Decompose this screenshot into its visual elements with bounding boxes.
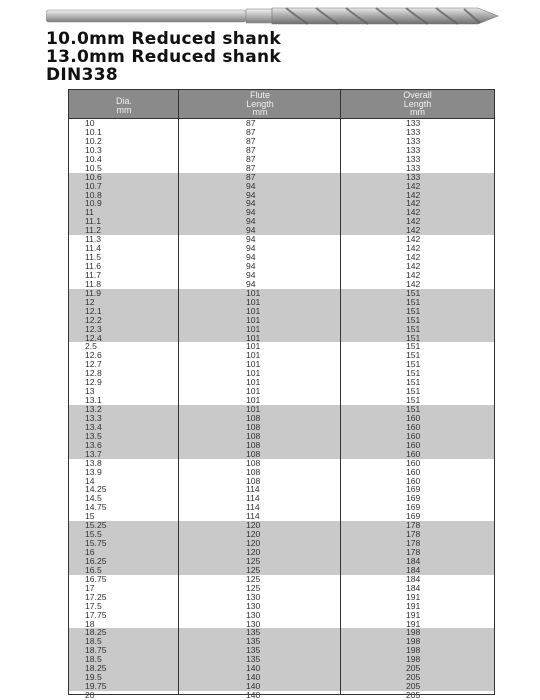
overall-length-cell: 160 (406, 466, 421, 477)
table-row (69, 468, 494, 477)
diameter-cell: 15.75 (85, 538, 107, 549)
diameter-cell: 16.5 (85, 564, 102, 575)
table-row (69, 137, 494, 146)
table-row (69, 477, 494, 486)
table-row (69, 503, 494, 512)
overall-length-cell: 151 (406, 350, 421, 361)
overall-length-cell: 142 (406, 278, 421, 289)
diameter-cell: 13.5 (85, 430, 102, 441)
diameter-cell: 10.4 (85, 153, 102, 164)
flute-length-cell: 130 (246, 609, 261, 620)
table-row (69, 637, 494, 646)
table-row (69, 432, 494, 441)
diameter-cell: 11.2 (85, 225, 102, 236)
flute-length-cell: 94 (246, 180, 256, 191)
table-row (69, 396, 494, 405)
flute-length-cell: 101 (246, 305, 261, 316)
flute-length-cell: 94 (246, 261, 256, 271)
flute-length-cell: 101 (246, 377, 261, 388)
diameter-cell: 10.9 (85, 198, 102, 209)
flute-length-cell: 108 (246, 421, 261, 432)
flute-length-cell: 101 (246, 404, 261, 414)
flute-length-cell: 120 (246, 538, 261, 549)
diameter-cell: 16.25 (85, 555, 107, 566)
table-row (69, 620, 494, 629)
table-row (69, 334, 494, 343)
diameter-cell: 15.5 (85, 529, 102, 540)
flute-length-cell: 114 (246, 511, 260, 522)
table-row (69, 253, 494, 262)
table-row (69, 387, 494, 396)
overall-length-cell: 169 (406, 511, 421, 522)
table-row (69, 182, 494, 191)
overall-length-cell: 160 (406, 448, 421, 459)
overall-length-cell: 198 (406, 636, 421, 647)
diameter-cell: 13.4 (85, 421, 102, 432)
table-row (69, 664, 494, 673)
flute-length-cell: 87 (246, 171, 256, 182)
overall-length-cell: 151 (406, 377, 421, 388)
overall-length-cell: 191 (406, 600, 421, 611)
table-row (69, 539, 494, 548)
flute-length-cell: 140 (246, 663, 261, 674)
flute-length-cell: 108 (246, 475, 261, 486)
diameter-cell: 20 (85, 690, 95, 700)
table-row (69, 316, 494, 325)
flute-length-cell: 125 (246, 582, 261, 593)
diameter-cell: 11.8 (85, 278, 102, 289)
overall-length-cell: 169 (406, 502, 421, 513)
flute-length-cell: 101 (246, 314, 261, 325)
flute-length-cell: 114 (246, 493, 260, 504)
table-row (69, 441, 494, 450)
table-row (69, 673, 494, 682)
table-row (69, 146, 494, 155)
overall-length-cell: 151 (406, 314, 421, 325)
overall-length-cell: 151 (406, 287, 421, 298)
diameter-cell: 12.9 (85, 377, 102, 388)
flute-length-cell: 125 (246, 564, 261, 575)
flute-length-cell: 135 (246, 627, 261, 638)
flute-length-cell: 108 (246, 466, 261, 477)
overall-length-cell: 160 (406, 421, 421, 432)
overall-length-cell: 142 (406, 216, 421, 227)
overall-length-cell: 151 (406, 368, 421, 379)
diameter-cell: 11.9 (85, 287, 102, 298)
overall-length-cell: 142 (406, 225, 421, 236)
table-row (69, 226, 494, 235)
flute-length-cell: 87 (246, 118, 256, 128)
table-body (69, 119, 494, 700)
diameter-cell: 11.1 (85, 216, 102, 227)
flute-length-cell: 94 (246, 189, 256, 200)
overall-length-cell: 142 (406, 180, 421, 191)
overall-length-cell: 184 (406, 582, 421, 593)
table-row (69, 191, 494, 200)
diameter-cell: 13.1 (85, 395, 102, 406)
diameter-cell: 12.8 (85, 368, 102, 379)
diameter-cell: 11 (85, 207, 94, 218)
overall-length-cell: 205 (406, 672, 421, 683)
flute-length-cell: 94 (246, 198, 256, 209)
flute-length-cell: 87 (246, 126, 256, 137)
overall-length-cell: 198 (406, 645, 421, 656)
overall-length-cell: 178 (406, 520, 421, 531)
flute-length-cell: 101 (246, 359, 261, 370)
diameter-cell: 16 (85, 547, 95, 557)
header-diameter: Dia. mm (115, 96, 132, 115)
overall-length-cell: 151 (406, 359, 421, 370)
table-row (69, 584, 494, 593)
overall-length-cell: 191 (406, 618, 421, 629)
table-row (69, 423, 494, 432)
flute-length-cell: 101 (246, 323, 261, 334)
overall-length-cell: 169 (406, 484, 421, 495)
diameter-cell: 10.6 (85, 171, 102, 182)
flute-length-cell: 94 (246, 234, 256, 245)
overall-length-cell: 133 (406, 126, 421, 137)
flute-length-cell: 94 (246, 243, 256, 254)
table-row (69, 289, 494, 298)
flute-length-cell: 94 (246, 216, 256, 227)
diameter-cell: 11.7 (85, 269, 102, 280)
overall-length-cell: 151 (406, 386, 421, 397)
diameter-cell: 12 (85, 296, 95, 307)
diameter-cell: 10.5 (85, 162, 102, 173)
flute-length-cell: 108 (246, 430, 261, 441)
diameter-cell: 10.2 (85, 135, 102, 146)
overall-length-cell: 151 (406, 404, 421, 414)
overall-length-cell: 142 (406, 189, 421, 200)
overall-length-cell: 178 (406, 547, 421, 557)
diameter-cell: 14.25 (85, 484, 107, 495)
overall-length-cell: 198 (406, 654, 421, 665)
overall-length-cell: 133 (406, 153, 421, 164)
diameter-cell: 2.5 (85, 341, 97, 352)
title-line-3: DIN338 (46, 65, 118, 85)
diameter-cell: 10 (85, 118, 95, 128)
flute-length-cell: 108 (246, 457, 261, 468)
flute-length-cell: 101 (246, 296, 261, 307)
flute-length-cell: 135 (246, 645, 261, 656)
overall-length-cell: 133 (406, 171, 421, 182)
diameter-cell: 19.75 (85, 681, 107, 692)
flute-length-cell: 87 (246, 135, 256, 146)
flute-length-cell: 125 (246, 573, 261, 584)
diameter-cell: 13.6 (85, 439, 102, 450)
dimension-table (68, 89, 495, 700)
table-row (69, 655, 494, 664)
overall-length-cell: 151 (406, 323, 421, 334)
table-row (69, 566, 494, 575)
table-row (69, 155, 494, 164)
diameter-cell: 12.3 (85, 323, 102, 334)
flute-length-cell: 87 (246, 162, 256, 173)
flute-length-cell: 94 (246, 269, 256, 280)
diameter-cell: 13.7 (85, 448, 102, 459)
overall-length-cell: 191 (406, 591, 421, 602)
column-divider (340, 90, 341, 694)
overall-length-cell: 178 (406, 529, 421, 540)
flute-length-cell: 101 (246, 287, 261, 298)
diameter-cell: 18.75 (85, 645, 107, 656)
diameter-cell: 10.8 (85, 189, 102, 200)
table-row (69, 628, 494, 637)
overall-length-cell: 178 (406, 538, 421, 549)
flute-length-cell: 130 (246, 600, 261, 611)
table-row (69, 119, 494, 128)
table-row (69, 262, 494, 271)
overall-length-cell: 160 (406, 439, 421, 450)
diameter-cell: 18.5 (85, 654, 102, 665)
overall-length-cell: 142 (406, 243, 421, 254)
flute-length-cell: 94 (246, 207, 256, 218)
overall-length-cell: 151 (406, 305, 421, 316)
diameter-cell: 13.3 (85, 412, 102, 423)
flute-length-cell: 94 (246, 278, 256, 289)
overall-length-cell: 184 (406, 573, 421, 584)
table-row (69, 494, 494, 503)
overall-length-cell: 133 (406, 144, 421, 155)
table-row (69, 298, 494, 307)
diameter-cell: 14.5 (85, 493, 102, 504)
diameter-cell: 14.75 (85, 502, 107, 513)
title-block (46, 30, 506, 84)
table-row (69, 369, 494, 378)
title-line-1: 10.0mm Reduced shank (46, 29, 281, 49)
table-row (69, 414, 494, 423)
diameter-cell: 13.8 (85, 457, 102, 468)
flute-length-cell: 87 (246, 144, 256, 155)
diameter-cell: 12.7 (85, 359, 102, 370)
diameter-cell: 12.2 (85, 314, 102, 325)
overall-length-cell: 133 (406, 135, 421, 146)
overall-length-cell: 142 (406, 269, 421, 280)
overall-length-cell: 169 (406, 493, 421, 504)
flute-length-cell: 135 (246, 636, 261, 647)
diameter-cell: 12.1 (85, 305, 102, 316)
flute-length-cell: 108 (246, 412, 261, 423)
flute-length-cell: 101 (246, 332, 261, 343)
table-row (69, 459, 494, 468)
header-flute-length: Flute Length mm (246, 90, 274, 118)
table-row (69, 557, 494, 566)
table-row (69, 271, 494, 280)
overall-length-cell: 160 (406, 412, 421, 423)
flute-length-cell: 87 (246, 153, 256, 164)
diameter-cell: 13.9 (85, 466, 102, 477)
table-row (69, 646, 494, 655)
table-row (69, 602, 494, 611)
diameter-cell: 15.25 (85, 520, 107, 531)
overall-length-cell: 142 (406, 252, 421, 263)
table-row (69, 164, 494, 173)
diameter-cell: 12.4 (85, 332, 102, 343)
flute-length-cell: 94 (246, 225, 256, 236)
table-row (69, 128, 494, 137)
table-row (69, 244, 494, 253)
flute-length-cell: 120 (246, 529, 261, 540)
overall-length-cell: 151 (406, 341, 421, 352)
table-row (69, 682, 494, 691)
flute-length-cell: 140 (246, 672, 261, 683)
diameter-cell: 11.4 (85, 243, 102, 254)
table-row (69, 351, 494, 360)
overall-length-cell: 151 (406, 395, 421, 406)
table-row (69, 307, 494, 316)
flute-length-cell: 140 (246, 690, 261, 700)
flute-length-cell: 101 (246, 350, 261, 361)
diameter-cell: 17 (85, 582, 95, 593)
diameter-cell: 13 (85, 386, 95, 397)
diameter-cell: 10.3 (85, 144, 102, 155)
overall-length-cell: 184 (406, 555, 421, 566)
overall-length-cell: 184 (406, 564, 421, 575)
flute-length-cell: 135 (246, 654, 261, 665)
table-row (69, 360, 494, 369)
overall-length-cell: 205 (406, 690, 421, 700)
overall-length-cell: 142 (406, 198, 421, 209)
diameter-cell: 13.2 (85, 404, 102, 414)
overall-length-cell: 160 (406, 475, 421, 486)
column-divider (178, 90, 179, 694)
overall-length-cell: 142 (406, 234, 421, 245)
diameter-cell: 17.25 (85, 591, 107, 602)
header-overall-length: Overall Length mm (403, 90, 432, 118)
diameter-cell: 11.5 (85, 252, 102, 263)
overall-length-cell: 198 (406, 627, 421, 638)
flute-length-cell: 114 (246, 484, 260, 495)
overall-length-cell: 191 (406, 609, 421, 620)
table-row (69, 217, 494, 226)
table-row (69, 235, 494, 244)
table-row (69, 173, 494, 182)
flute-length-cell: 94 (246, 252, 256, 263)
flute-length-cell: 120 (246, 520, 261, 531)
diameter-cell: 17.5 (85, 600, 102, 611)
flute-length-cell: 120 (246, 547, 261, 557)
diameter-cell: 19.5 (85, 672, 102, 683)
table-row (69, 325, 494, 334)
table-row (69, 548, 494, 557)
flute-length-cell: 101 (246, 395, 261, 406)
table-row (69, 691, 494, 700)
table-row (69, 405, 494, 414)
diameter-cell: 11.6 (85, 261, 102, 271)
table-row (69, 342, 494, 351)
diameter-cell: 10.7 (85, 180, 102, 191)
table-row (69, 208, 494, 217)
overall-length-cell: 142 (406, 207, 421, 218)
table-row (69, 593, 494, 602)
flute-length-cell: 101 (246, 386, 261, 397)
flute-length-cell: 108 (246, 439, 261, 450)
flute-length-cell: 114 (246, 502, 260, 513)
table-row (69, 575, 494, 584)
overall-length-cell: 142 (406, 261, 421, 271)
diameter-cell: 18.5 (85, 636, 102, 647)
flute-length-cell: 101 (246, 341, 261, 352)
overall-length-cell: 133 (406, 162, 421, 173)
diameter-cell: 15 (85, 511, 95, 522)
table-row (69, 199, 494, 208)
overall-length-cell: 160 (406, 457, 421, 468)
diameter-cell: 12.6 (85, 350, 102, 361)
table-row (69, 512, 494, 521)
drill-bit-image (46, 4, 500, 28)
flute-length-cell: 130 (246, 591, 261, 602)
table-row (69, 378, 494, 387)
table-row (69, 521, 494, 530)
overall-length-cell: 151 (406, 332, 421, 343)
flute-length-cell: 130 (246, 618, 261, 629)
table-header (69, 90, 494, 119)
overall-length-cell: 160 (406, 430, 421, 441)
flute-length-cell: 101 (246, 368, 261, 379)
overall-length-cell: 151 (406, 296, 421, 307)
overall-length-cell: 205 (406, 663, 421, 674)
diameter-cell: 18.25 (85, 627, 107, 638)
flute-length-cell: 125 (246, 555, 261, 566)
table-row (69, 485, 494, 494)
table-row (69, 280, 494, 289)
diameter-cell: 16.75 (85, 573, 107, 584)
diameter-cell: 14 (85, 475, 95, 486)
flute-length-cell: 108 (246, 448, 261, 459)
diameter-cell: 18.25 (85, 663, 107, 674)
diameter-cell: 18 (85, 618, 95, 629)
overall-length-cell: 205 (406, 681, 421, 692)
diameter-cell: 17.75 (85, 609, 107, 620)
title-line-2: 13.0mm Reduced shank (46, 47, 281, 67)
diameter-cell: 11.3 (85, 234, 102, 245)
diameter-cell: 10.1 (85, 126, 102, 137)
table-row (69, 530, 494, 539)
table-row (69, 611, 494, 620)
table-row (69, 450, 494, 459)
flute-length-cell: 140 (246, 681, 261, 692)
overall-length-cell: 133 (406, 118, 421, 128)
